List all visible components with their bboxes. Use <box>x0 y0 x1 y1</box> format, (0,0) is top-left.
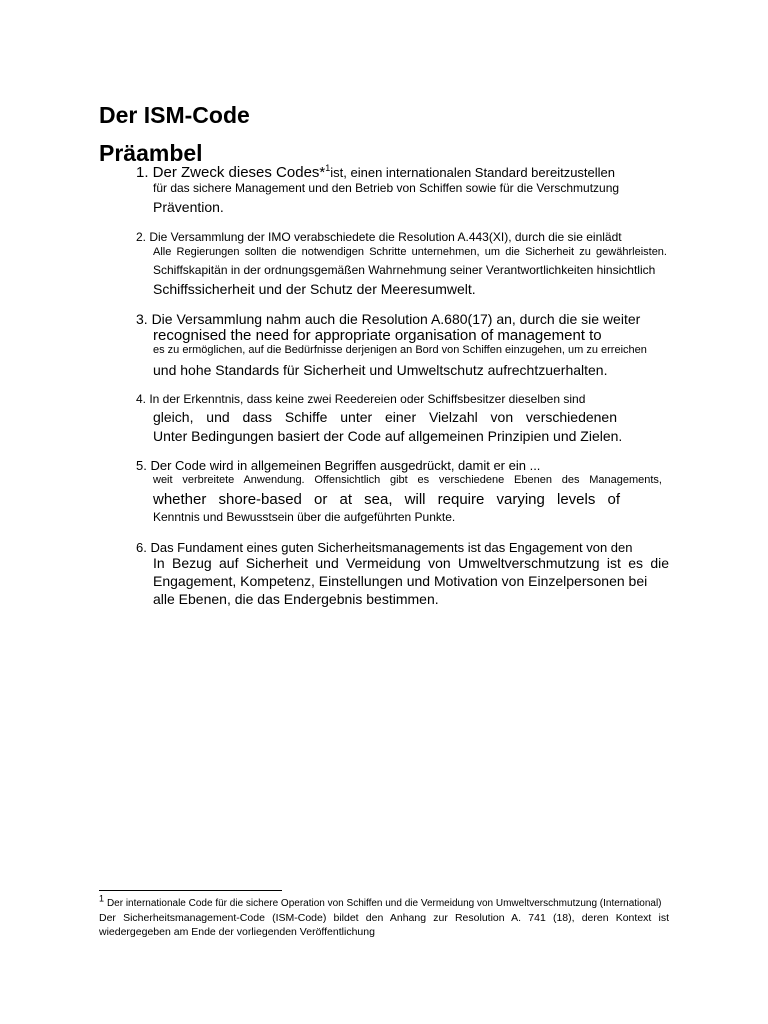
paragraph-line: 4. In der Erkenntnis, dass keine zwei Reedereien oder Schiffsbesitzer dieselben sind <box>136 392 586 406</box>
document-subtitle: Präambel <box>99 140 203 166</box>
footnote-separator <box>99 890 282 891</box>
paragraph-line: gleich, und dass Schiffe unter einer Vielzahl von verschiedenen <box>153 409 617 425</box>
paragraph-line: und hohe Standards für Sicherheit und Umweltschutz aufrechtzuerhalten. <box>153 362 608 378</box>
paragraph-line: Engagement, Kompetenz, Einstellungen und Motivation von Einzelpersonen bei <box>153 573 648 589</box>
paragraph-line: In Bezug auf Sicherheit und Vermeidung von Umweltverschmutzung ist es die <box>153 555 669 571</box>
paragraph-line: Kenntnis und Bewusstsein über die aufgeführten Punkte. <box>153 510 456 524</box>
footnote-line: $^1$ Der internationale Code für die sichere Operation von Schiffen und die Vermeidung von Umweltverschmutzung (International) <box>99 893 662 909</box>
paragraph-line: alle Ebenen, die das Endergebnis bestimmen. <box>153 591 439 607</box>
paragraph-line: 6. Das Fundament eines guten Sicherheitsmanagements ist das Engagement von den <box>136 540 633 555</box>
paragraph-line: für das sichere Management und den Betrieb von Schiffen sowie für die Verschmutzung <box>153 181 620 195</box>
paragraph-line: Schiffssicherheit und der Schutz der Meeresumwelt. <box>153 281 476 297</box>
paragraph-line: Unter Bedingungen basiert der Code auf allgemeinen Prinzipien und Zielen. <box>153 428 623 444</box>
paragraph-line: 5. Der Code wird in allgemeinen Begriffen ausgedrückt, damit er ein ... <box>136 458 541 473</box>
paragraph-line: es zu ermöglichen, auf die Bedürfnisse derjenigen an Bord von Schiffen einzugehen, um zu erreichen <box>153 344 647 356</box>
paragraph-line: weit verbreitete Anwendung. Offensichtlich gibt es verschiedene Ebenen des Managements, <box>153 474 662 486</box>
document-title: Der ISM-Code <box>99 102 250 128</box>
paragraph-line: 1. Der Zweck dieses Codes*$^1$ist, einen internationalen Standard bereitzustellen <box>136 163 616 181</box>
paragraph-line: 3. Die Versammlung nahm auch die Resolution A.680(17) an, durch die sie weiter <box>136 311 641 327</box>
paragraph-line: whether shore-based or at sea, will require varying levels of <box>153 491 620 508</box>
paragraph-line: Alle Regierungen sollten die notwendigen Schritte unternehmen, um die Sicherheit zu gewährleisten. <box>153 246 667 258</box>
footnote-marker: 1 <box>99 893 105 904</box>
footnote-line: Der Sicherheitsmanagement-Code (ISM-Code) bildet den Anhang zur Resolution A. 741 (18), deren Kontext ist <box>99 912 669 924</box>
footnote-reference: 1 <box>325 163 331 173</box>
paragraph-line: 2. Die Versammlung der IMO verabschiedete die Resolution A.443(XI), durch die sie einlädt <box>136 230 622 244</box>
paragraph-line: Schiffskapitän in der ordnungsgemäßen Wahrnehmung seiner Verantwortlichkeiten hinsichtlich <box>153 263 656 277</box>
paragraph-line: Prävention. <box>153 199 224 215</box>
footnote-line: wiedergegeben am Ende der vorliegenden Veröffentlichung <box>99 926 375 938</box>
paragraph-line: recognised the need for appropriate organisation of management to <box>153 327 602 344</box>
